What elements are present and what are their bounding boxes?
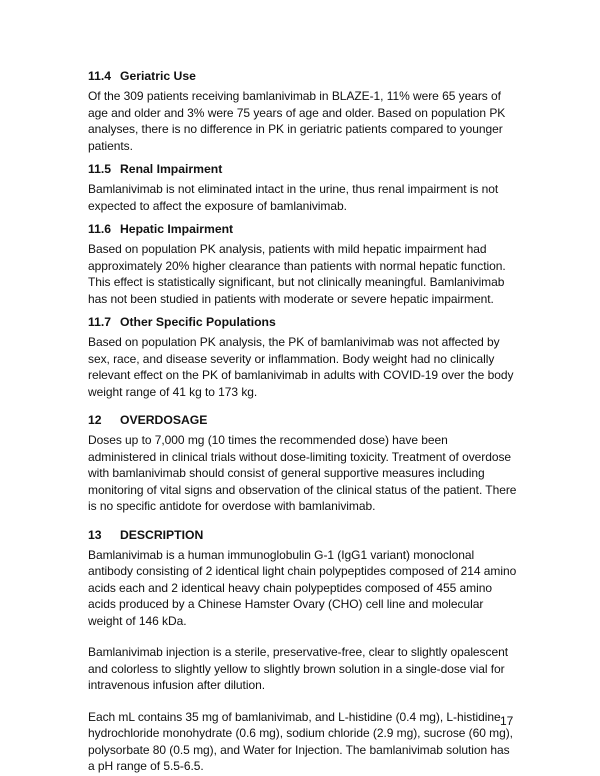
page-number: 17 (500, 714, 514, 728)
section-paragraph: Bamlanivimab is not eliminated intact in the urine, thus renal impairment is not expected to affect the exposure of bamlanivimab. (88, 182, 499, 213)
section-heading-renal-impairment (88, 161, 518, 177)
section-paragraph: Of the 309 patients receiving bamlanivimab in BLAZE-1, 11% were 65 years of age and older and 3% were 75 years of age and older. Based on population PK analyses, there is no difference in PK in geriatric patients compared to younger patients. (88, 89, 506, 153)
section-number: 11.7 (88, 315, 112, 329)
section-heading-hepatic-impairment (88, 221, 518, 237)
section-title: Other Specific Populations (120, 315, 276, 329)
section-number: 13 (88, 527, 102, 542)
section-title: OVERDOSAGE (120, 413, 208, 427)
section-title: Geriatric Use (120, 69, 196, 83)
section-title: Renal Impairment (120, 162, 223, 176)
section-paragraph: Bamlanivimab injection is a sterile, preservative-free, clear to slightly opalescent and colorless to slightly yellow to slightly brown solution in a single-dose vial for intravenous infusion after dilution. (88, 645, 508, 692)
section-paragraph: Bamlanivimab is a human immunoglobulin G-1 (IgG1 variant) monoclonal antibody consisting of 2 identical light chain polypeptides composed of 214 amino acids each and 2 identical heavy chain polypeptides composed of 455 amino acids produced by a Chinese Hamster Ovary (CHO) cell line and molecular weight of 146 kDa. (88, 547, 517, 628)
section-number: 11.5 (88, 162, 112, 176)
section-title: Hepatic Impairment (120, 222, 234, 236)
section-number: 11.4 (88, 69, 112, 83)
section-paragraph: Doses up to 7,000 mg (10 times the recommended dose) have been administered in clinical trials without dose-limiting toxicity. Treatment of overdose with bamlanivimab should consist of general supportive measures including monitoring of vital signs and observation of the clinical status of the patient. There is no specific antidote for overdose with bamlanivimab. (88, 433, 517, 513)
section-paragraph: Based on population PK analysis, the PK of bamlanivimab was not affected by sex, race, and disease severity or inflammation. Body weight had no clinically relevant effect on the PK of bamlanivimab in adults with COVID-19 over the body weight range of 41 kg to 173 kg. (88, 335, 514, 399)
section-heading-overdosage (88, 412, 518, 428)
section-paragraph: Each mL contains 35 mg of bamlanivimab, and L-histidine (0.4 mg), L-histidine hydrochloride monohydrate (0.6 mg), sodium chloride (2.9 mg), sucrose (60 mg), polysorbate 80 (0.5 mg), and Water for Injection. The bamlanivimab solution has a pH range of 5.5-6.5. (88, 709, 513, 773)
section-heading-other-specific-populations (88, 314, 518, 330)
section-number: 11.6 (88, 222, 112, 236)
section-heading-geriatric-use (88, 68, 518, 84)
section-paragraph: Based on population PK analysis, patients with mild hepatic impairment had approximately 20% higher clearance than patients with normal hepatic function. This effect is statistically significant, but not clinically meaningful. Bamlanivimab has not been studied in patients with moderate or severe hepatic impairment. (88, 242, 506, 306)
section-number: 12 (88, 413, 102, 427)
document-page (88, 68, 518, 775)
section-title: DESCRIPTION (120, 527, 204, 542)
section-heading-description (88, 527, 518, 543)
